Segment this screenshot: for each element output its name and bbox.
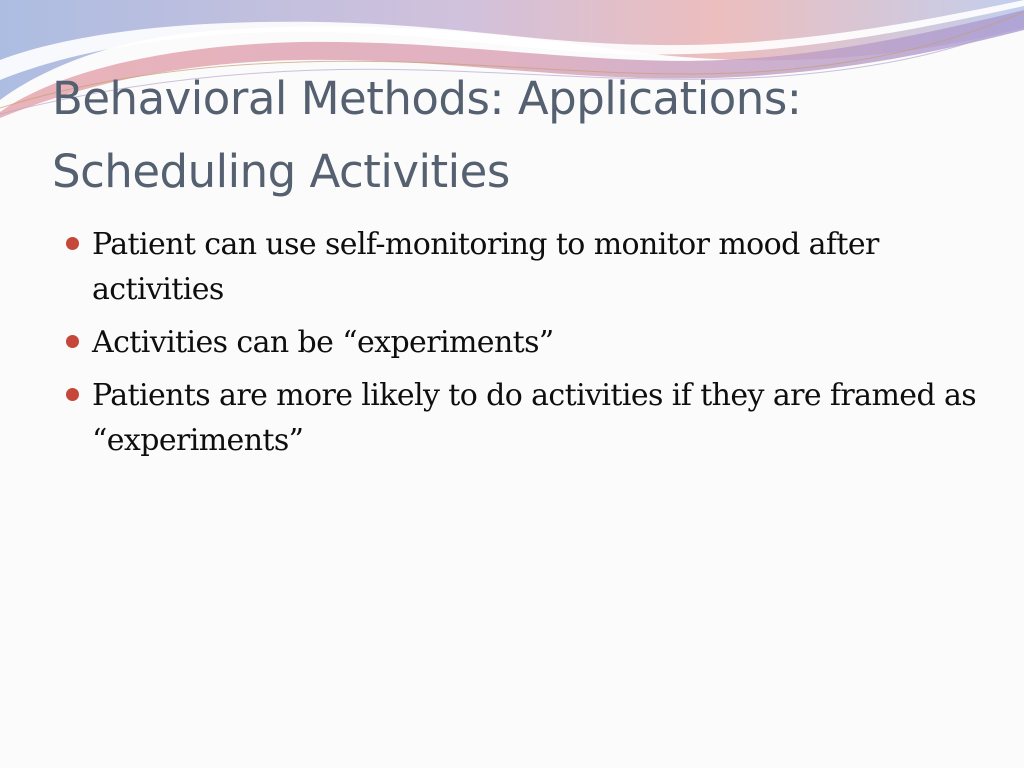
slide-title-line-1: Behavioral Methods: Applications: — [52, 72, 802, 125]
bullet-item — [60, 373, 980, 463]
slide-title-line-2: Scheduling Activities — [52, 145, 510, 198]
bullet-dot-icon — [66, 388, 79, 401]
bullet-item — [60, 222, 980, 312]
bullet-text: Patients are more likely to do activities if they are framed as “experiments” — [92, 378, 977, 458]
bullet-text: Patient can use self-monitoring to monitor mood after activities — [92, 227, 879, 307]
bullet-item — [60, 320, 980, 365]
bullet-dot-icon — [66, 237, 79, 250]
bullet-list — [60, 222, 980, 471]
bullet-text: Activities can be “experiments” — [92, 325, 554, 360]
bullet-dot-icon — [66, 335, 79, 348]
slide-title — [52, 62, 992, 208]
